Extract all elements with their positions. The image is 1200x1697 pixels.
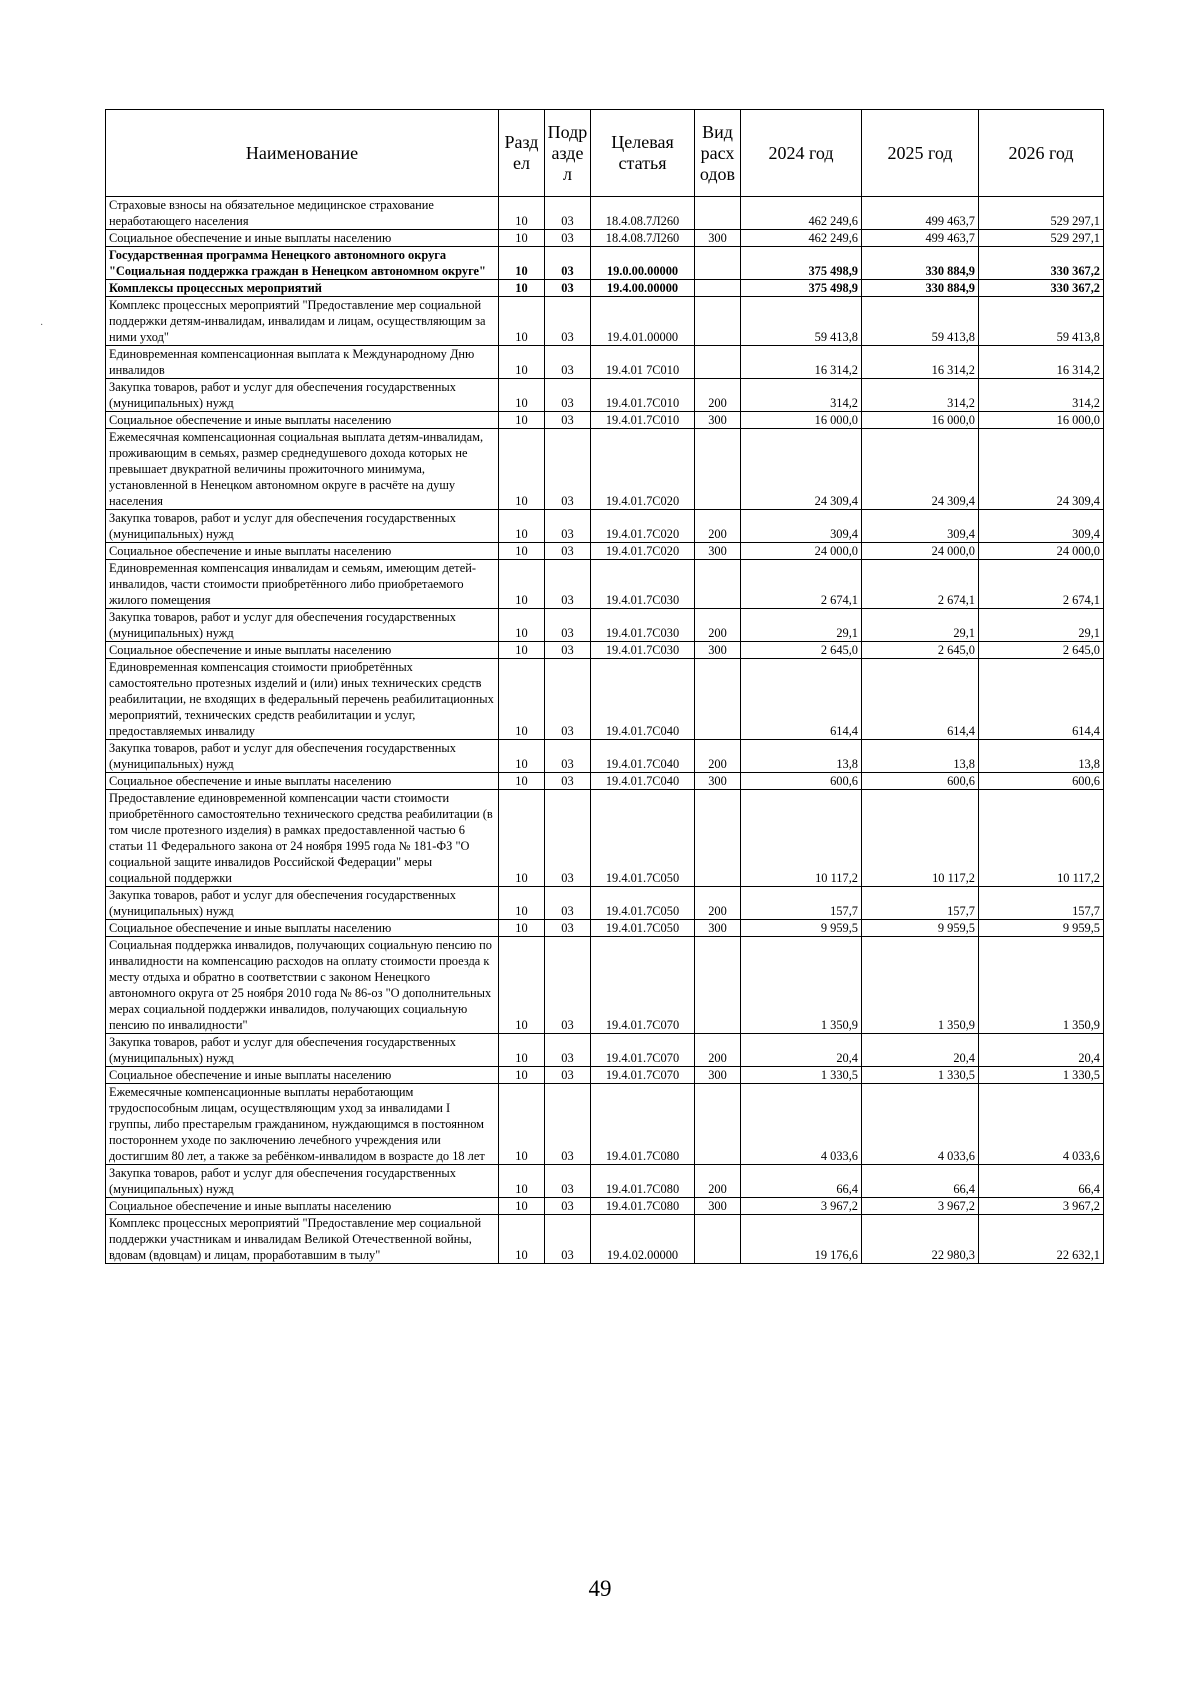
cell-2025: 16 000,0 bbox=[862, 412, 979, 429]
cell-2026: 3 967,2 bbox=[979, 1198, 1104, 1215]
cell-2025: 20,4 bbox=[862, 1034, 979, 1067]
table-row bbox=[106, 659, 1104, 740]
cell-2026: 330 367,2 bbox=[979, 247, 1104, 280]
page-number: 49 bbox=[588, 1576, 612, 1601]
table-row bbox=[106, 887, 1104, 920]
cell-2024: 3 967,2 bbox=[741, 1198, 862, 1215]
cell-subsection: 03 bbox=[545, 247, 591, 280]
cell-name: Социальное обеспечение и иные выплаты населению bbox=[106, 230, 499, 247]
cell-target-article: 19.4.01.7С040 bbox=[591, 659, 695, 740]
budget-table bbox=[105, 109, 1104, 1264]
cell-target-article: 19.4.01.7С030 bbox=[591, 642, 695, 659]
cell-name: Закупка товаров, работ и услуг для обеспечения государственных (муниципальных) нужд bbox=[106, 1165, 499, 1198]
cell-name: Единовременная компенсация инвалидам и семьям, имеющим детей-инвалидов, части стоимости приобретённого либо приобретаемого жилого помещения bbox=[106, 560, 499, 609]
cell-subsection: 03 bbox=[545, 1034, 591, 1067]
cell-expense-type: 300 bbox=[695, 230, 741, 247]
cell-2026: 600,6 bbox=[979, 773, 1104, 790]
cell-2025: 10 117,2 bbox=[862, 790, 979, 887]
cell-name: Единовременная компенсационная выплата к Международному Дню инвалидов bbox=[106, 346, 499, 379]
cell-expense-type: 300 bbox=[695, 920, 741, 937]
table-row bbox=[106, 1067, 1104, 1084]
table-row bbox=[106, 230, 1104, 247]
cell-section: 10 bbox=[499, 887, 545, 920]
cell-name: Закупка товаров, работ и услуг для обеспечения государственных (муниципальных) нужд bbox=[106, 887, 499, 920]
cell-2024: 375 498,9 bbox=[741, 247, 862, 280]
cell-name: Социальное обеспечение и иные выплаты населению bbox=[106, 1067, 499, 1084]
cell-expense-type: 300 bbox=[695, 642, 741, 659]
cell-section: 10 bbox=[499, 197, 545, 230]
header-name: Наименование bbox=[106, 110, 499, 197]
cell-2024: 29,1 bbox=[741, 609, 862, 642]
cell-2025: 600,6 bbox=[862, 773, 979, 790]
cell-target-article: 19.4.01.7С050 bbox=[591, 887, 695, 920]
cell-2026: 59 413,8 bbox=[979, 297, 1104, 346]
cell-name: Социальная поддержка инвалидов, получающих социальную пенсию по инвалидности на компенсацию расходов на оплату стоимости проезда к месту отдыха и обратно в соответствии с законом Ненецкого автономного округа от 25 ноября 2010 года № 86-оз "О дополнительных мерах социальной поддержки инвалидов, получающих социальную пенсию по инвалидности" bbox=[106, 937, 499, 1034]
cell-name: Социальное обеспечение и иные выплаты населению bbox=[106, 773, 499, 790]
header-2025: 2025 год bbox=[862, 110, 979, 197]
cell-name: Социальное обеспечение и иные выплаты населению bbox=[106, 543, 499, 560]
cell-target-article: 19.4.01.7С040 bbox=[591, 740, 695, 773]
table-row bbox=[106, 1084, 1104, 1165]
cell-target-article: 19.4.01.7С050 bbox=[591, 790, 695, 887]
cell-section: 10 bbox=[499, 937, 545, 1034]
cell-target-article: 19.4.00.00000 bbox=[591, 280, 695, 297]
cell-target-article: 19.4.01.7С080 bbox=[591, 1198, 695, 1215]
cell-expense-type: 300 bbox=[695, 543, 741, 560]
cell-target-article: 19.4.01.7С030 bbox=[591, 609, 695, 642]
cell-section: 10 bbox=[499, 230, 545, 247]
cell-name: Комплекс процессных мероприятий "Предоставление мер социальной поддержки участникам и инвалидам Великой Отечественной войны, вдовам (вдовцам) и лицам, проработавшим в тылу" bbox=[106, 1215, 499, 1264]
cell-2025: 2 674,1 bbox=[862, 560, 979, 609]
cell-subsection: 03 bbox=[545, 659, 591, 740]
cell-section: 10 bbox=[499, 740, 545, 773]
cell-name: Ежемесячная компенсационная социальная выплата детям-инвалидам, проживающим в семьях, размер среднедушевого дохода которых не превышает двукратной величины прожиточного минимума, установленной в Ненецком автономном округе в расчёте на душу населения bbox=[106, 429, 499, 510]
cell-2025: 22 980,3 bbox=[862, 1215, 979, 1264]
cell-name: Закупка товаров, работ и услуг для обеспечения государственных (муниципальных) нужд bbox=[106, 609, 499, 642]
cell-2025: 499 463,7 bbox=[862, 230, 979, 247]
cell-2024: 19 176,6 bbox=[741, 1215, 862, 1264]
cell-section: 10 bbox=[499, 790, 545, 887]
cell-subsection: 03 bbox=[545, 297, 591, 346]
cell-2024: 2 674,1 bbox=[741, 560, 862, 609]
cell-2026: 529 297,1 bbox=[979, 197, 1104, 230]
cell-subsection: 03 bbox=[545, 937, 591, 1034]
cell-subsection: 03 bbox=[545, 346, 591, 379]
table-row bbox=[106, 920, 1104, 937]
header-target-article: Целевая статья bbox=[591, 110, 695, 197]
cell-expense-type bbox=[695, 1084, 741, 1165]
cell-target-article: 19.4.01.00000 bbox=[591, 297, 695, 346]
cell-subsection: 03 bbox=[545, 560, 591, 609]
cell-2024: 600,6 bbox=[741, 773, 862, 790]
cell-2024: 10 117,2 bbox=[741, 790, 862, 887]
cell-name: Комплексы процессных мероприятий bbox=[106, 280, 499, 297]
cell-2026: 10 117,2 bbox=[979, 790, 1104, 887]
cell-section: 10 bbox=[499, 543, 545, 560]
cell-name: Государственная программа Ненецкого автономного округа "Социальная поддержка граждан в Ненецком автономном округе" bbox=[106, 247, 499, 280]
cell-section: 10 bbox=[499, 297, 545, 346]
cell-2024: 2 645,0 bbox=[741, 642, 862, 659]
cell-name: Социальное обеспечение и иные выплаты населению bbox=[106, 412, 499, 429]
cell-section: 10 bbox=[499, 1084, 545, 1165]
cell-target-article: 19.4.01.7С070 bbox=[591, 1067, 695, 1084]
cell-target-article: 19.4.01.7С030 bbox=[591, 560, 695, 609]
cell-2026: 330 367,2 bbox=[979, 280, 1104, 297]
cell-expense-type: 200 bbox=[695, 1034, 741, 1067]
cell-2025: 157,7 bbox=[862, 887, 979, 920]
cell-2025: 309,4 bbox=[862, 510, 979, 543]
cell-section: 10 bbox=[499, 510, 545, 543]
cell-2024: 1 350,9 bbox=[741, 937, 862, 1034]
table-row bbox=[106, 790, 1104, 887]
cell-name: Комплекс процессных мероприятий "Предоставление мер социальной поддержки детям-инвалидам, инвалидам и лицам, осуществляющим за ними уход" bbox=[106, 297, 499, 346]
table-row bbox=[106, 346, 1104, 379]
cell-target-article: 19.4.01.7С080 bbox=[591, 1165, 695, 1198]
table-body bbox=[106, 197, 1104, 1264]
cell-expense-type bbox=[695, 560, 741, 609]
cell-name: Закупка товаров, работ и услуг для обеспечения государственных (муниципальных) нужд bbox=[106, 1034, 499, 1067]
cell-2024: 9 959,5 bbox=[741, 920, 862, 937]
cell-subsection: 03 bbox=[545, 1215, 591, 1264]
header-subsection: Подр азде л bbox=[545, 110, 591, 197]
cell-2025: 499 463,7 bbox=[862, 197, 979, 230]
cell-2026: 66,4 bbox=[979, 1165, 1104, 1198]
cell-target-article: 19.4.01.7С020 bbox=[591, 510, 695, 543]
cell-2024: 66,4 bbox=[741, 1165, 862, 1198]
cell-2026: 24 309,4 bbox=[979, 429, 1104, 510]
cell-expense-type bbox=[695, 297, 741, 346]
cell-2025: 1 330,5 bbox=[862, 1067, 979, 1084]
cell-expense-type bbox=[695, 790, 741, 887]
header-expense-type: Вид расх одов bbox=[695, 110, 741, 197]
cell-section: 10 bbox=[499, 1165, 545, 1198]
cell-section: 10 bbox=[499, 412, 545, 429]
table-header-row bbox=[106, 110, 1104, 197]
cell-expense-type: 300 bbox=[695, 773, 741, 790]
cell-target-article: 19.4.02.00000 bbox=[591, 1215, 695, 1264]
cell-name: Социальное обеспечение и иные выплаты населению bbox=[106, 642, 499, 659]
cell-expense-type: 300 bbox=[695, 1198, 741, 1215]
cell-expense-type bbox=[695, 429, 741, 510]
cell-subsection: 03 bbox=[545, 790, 591, 887]
cell-2025: 330 884,9 bbox=[862, 280, 979, 297]
cell-subsection: 03 bbox=[545, 642, 591, 659]
cell-2024: 13,8 bbox=[741, 740, 862, 773]
cell-target-article: 19.4.01 7С010 bbox=[591, 346, 695, 379]
cell-2025: 614,4 bbox=[862, 659, 979, 740]
cell-2026: 309,4 bbox=[979, 510, 1104, 543]
cell-target-article: 18.4.08.7Л260 bbox=[591, 230, 695, 247]
cell-expense-type bbox=[695, 1215, 741, 1264]
cell-expense-type: 200 bbox=[695, 1165, 741, 1198]
cell-expense-type: 200 bbox=[695, 887, 741, 920]
cell-name: Социальное обеспечение и иные выплаты населению bbox=[106, 920, 499, 937]
table-row bbox=[106, 543, 1104, 560]
cell-2026: 20,4 bbox=[979, 1034, 1104, 1067]
cell-2024: 462 249,6 bbox=[741, 230, 862, 247]
cell-2026: 9 959,5 bbox=[979, 920, 1104, 937]
table-row bbox=[106, 560, 1104, 609]
cell-target-article: 19.4.01.7С020 bbox=[591, 543, 695, 560]
table-row bbox=[106, 937, 1104, 1034]
table-row bbox=[106, 412, 1104, 429]
cell-subsection: 03 bbox=[545, 920, 591, 937]
cell-2025: 4 033,6 bbox=[862, 1084, 979, 1165]
table-row bbox=[106, 429, 1104, 510]
table-row bbox=[106, 609, 1104, 642]
table-row bbox=[106, 197, 1104, 230]
cell-2026: 157,7 bbox=[979, 887, 1104, 920]
cell-subsection: 03 bbox=[545, 740, 591, 773]
cell-expense-type: 200 bbox=[695, 510, 741, 543]
cell-target-article: 19.4.01.7С070 bbox=[591, 937, 695, 1034]
cell-2025: 9 959,5 bbox=[862, 920, 979, 937]
cell-subsection: 03 bbox=[545, 543, 591, 560]
table-row bbox=[106, 1034, 1104, 1067]
cell-2024: 16 314,2 bbox=[741, 346, 862, 379]
cell-section: 10 bbox=[499, 1067, 545, 1084]
cell-2024: 462 249,6 bbox=[741, 197, 862, 230]
cell-target-article: 18.4.08.7Л260 bbox=[591, 197, 695, 230]
table-row bbox=[106, 1198, 1104, 1215]
cell-2025: 3 967,2 bbox=[862, 1198, 979, 1215]
cell-2024: 309,4 bbox=[741, 510, 862, 543]
cell-name: Предоставление единовременной компенсации части стоимости приобретённого самостоятельно технического средства реабилитации (в том числе протезного изделия) в рамках предоставленной частью 6 статьи 11 Федерального закона от 24 ноября 1995 года № 181-ФЗ "О социальной защите инвалидов Российской Федерации" меры социальной поддержки bbox=[106, 790, 499, 887]
cell-name: Закупка товаров, работ и услуг для обеспечения государственных (муниципальных) нужд bbox=[106, 379, 499, 412]
cell-name: Закупка товаров, работ и услуг для обеспечения государственных (муниципальных) нужд bbox=[106, 740, 499, 773]
cell-subsection: 03 bbox=[545, 609, 591, 642]
cell-name: Социальное обеспечение и иные выплаты населению bbox=[106, 1198, 499, 1215]
table-row bbox=[106, 280, 1104, 297]
cell-name: Страховые взносы на обязательное медицинское страхование неработающего населения bbox=[106, 197, 499, 230]
cell-target-article: 19.0.00.00000 bbox=[591, 247, 695, 280]
table-row bbox=[106, 510, 1104, 543]
cell-section: 10 bbox=[499, 280, 545, 297]
header-2026: 2026 год bbox=[979, 110, 1104, 197]
cell-2024: 1 330,5 bbox=[741, 1067, 862, 1084]
header-2024: 2024 год bbox=[741, 110, 862, 197]
cell-2026: 24 000,0 bbox=[979, 543, 1104, 560]
cell-2024: 16 000,0 bbox=[741, 412, 862, 429]
cell-expense-type bbox=[695, 346, 741, 379]
cell-target-article: 19.4.01.7С010 bbox=[591, 379, 695, 412]
cell-target-article: 19.4.01.7С070 bbox=[591, 1034, 695, 1067]
cell-section: 10 bbox=[499, 379, 545, 412]
table-row bbox=[106, 247, 1104, 280]
cell-expense-type: 200 bbox=[695, 609, 741, 642]
cell-name: Ежемесячные компенсационные выплаты неработающим трудоспособным лицам, осуществляющим уход за инвалидами I группы, либо престарелым гражданином, нуждающимся в постоянном постороннем уходе по заключению лечебного учреждения или достигшим 80 лет, а также за ребёнком-инвалидом в возрасте до 18 лет bbox=[106, 1084, 499, 1165]
cell-name: Закупка товаров, работ и услуг для обеспечения государственных (муниципальных) нужд bbox=[106, 510, 499, 543]
cell-2024: 20,4 bbox=[741, 1034, 862, 1067]
cell-subsection: 03 bbox=[545, 230, 591, 247]
cell-section: 10 bbox=[499, 773, 545, 790]
cell-2026: 22 632,1 bbox=[979, 1215, 1104, 1264]
cell-subsection: 03 bbox=[545, 1198, 591, 1215]
cell-section: 10 bbox=[499, 1034, 545, 1067]
cell-2025: 29,1 bbox=[862, 609, 979, 642]
cell-2026: 13,8 bbox=[979, 740, 1104, 773]
cell-expense-type: 300 bbox=[695, 412, 741, 429]
cell-2026: 2 645,0 bbox=[979, 642, 1104, 659]
cell-target-article: 19.4.01.7С020 bbox=[591, 429, 695, 510]
cell-name: Единовременная компенсация стоимости приобретённых самостоятельно протезных изделий и (или) иных технических средств реабилитации, не входящих в федеральный перечень реабилитационных мероприятий, технических средств реабилитации и услуг, предоставляемых инвалиду bbox=[106, 659, 499, 740]
cell-expense-type: 200 bbox=[695, 740, 741, 773]
cell-2024: 24 309,4 bbox=[741, 429, 862, 510]
cell-2026: 529 297,1 bbox=[979, 230, 1104, 247]
cell-section: 10 bbox=[499, 429, 545, 510]
cell-section: 10 bbox=[499, 1198, 545, 1215]
cell-section: 10 bbox=[499, 247, 545, 280]
cell-2025: 314,2 bbox=[862, 379, 979, 412]
cell-expense-type bbox=[695, 659, 741, 740]
cell-section: 10 bbox=[499, 659, 545, 740]
cell-section: 10 bbox=[499, 609, 545, 642]
cell-2026: 314,2 bbox=[979, 379, 1104, 412]
header-section: Разд ел bbox=[499, 110, 545, 197]
cell-2024: 24 000,0 bbox=[741, 543, 862, 560]
cell-2025: 24 309,4 bbox=[862, 429, 979, 510]
cell-2026: 614,4 bbox=[979, 659, 1104, 740]
cell-section: 10 bbox=[499, 346, 545, 379]
table-row bbox=[106, 1215, 1104, 1264]
cell-expense-type: 300 bbox=[695, 1067, 741, 1084]
cell-subsection: 03 bbox=[545, 280, 591, 297]
cell-section: 10 bbox=[499, 1215, 545, 1264]
table-row bbox=[106, 642, 1104, 659]
table-row bbox=[106, 740, 1104, 773]
margin-mark: · bbox=[40, 320, 44, 331]
cell-2025: 66,4 bbox=[862, 1165, 979, 1198]
cell-target-article: 19.4.01.7С050 bbox=[591, 920, 695, 937]
cell-section: 10 bbox=[499, 920, 545, 937]
cell-2024: 59 413,8 bbox=[741, 297, 862, 346]
cell-subsection: 03 bbox=[545, 887, 591, 920]
cell-subsection: 03 bbox=[545, 429, 591, 510]
cell-2024: 614,4 bbox=[741, 659, 862, 740]
cell-target-article: 19.4.01.7С040 bbox=[591, 773, 695, 790]
cell-2025: 2 645,0 bbox=[862, 642, 979, 659]
cell-2025: 59 413,8 bbox=[862, 297, 979, 346]
cell-2025: 1 350,9 bbox=[862, 937, 979, 1034]
cell-section: 10 bbox=[499, 642, 545, 659]
cell-target-article: 19.4.01.7С010 bbox=[591, 412, 695, 429]
cell-target-article: 19.4.01.7С080 bbox=[591, 1084, 695, 1165]
cell-subsection: 03 bbox=[545, 510, 591, 543]
cell-2026: 16 314,2 bbox=[979, 346, 1104, 379]
cell-expense-type bbox=[695, 247, 741, 280]
cell-expense-type: 200 bbox=[695, 379, 741, 412]
cell-2024: 314,2 bbox=[741, 379, 862, 412]
table-row bbox=[106, 773, 1104, 790]
cell-section: 10 bbox=[499, 560, 545, 609]
table-row bbox=[106, 297, 1104, 346]
cell-subsection: 03 bbox=[545, 1165, 591, 1198]
cell-2025: 24 000,0 bbox=[862, 543, 979, 560]
cell-2026: 29,1 bbox=[979, 609, 1104, 642]
cell-2025: 16 314,2 bbox=[862, 346, 979, 379]
cell-2026: 2 674,1 bbox=[979, 560, 1104, 609]
cell-subsection: 03 bbox=[545, 773, 591, 790]
cell-2025: 13,8 bbox=[862, 740, 979, 773]
cell-subsection: 03 bbox=[545, 1084, 591, 1165]
cell-2024: 4 033,6 bbox=[741, 1084, 862, 1165]
cell-2026: 1 350,9 bbox=[979, 937, 1104, 1034]
cell-2026: 1 330,5 bbox=[979, 1067, 1104, 1084]
cell-expense-type bbox=[695, 280, 741, 297]
cell-2024: 375 498,9 bbox=[741, 280, 862, 297]
cell-2026: 16 000,0 bbox=[979, 412, 1104, 429]
cell-subsection: 03 bbox=[545, 379, 591, 412]
cell-2024: 157,7 bbox=[741, 887, 862, 920]
cell-2025: 330 884,9 bbox=[862, 247, 979, 280]
cell-subsection: 03 bbox=[545, 1067, 591, 1084]
cell-subsection: 03 bbox=[545, 412, 591, 429]
cell-expense-type bbox=[695, 937, 741, 1034]
cell-expense-type bbox=[695, 197, 741, 230]
table-row bbox=[106, 1165, 1104, 1198]
cell-subsection: 03 bbox=[545, 197, 591, 230]
table-row bbox=[106, 379, 1104, 412]
cell-2026: 4 033,6 bbox=[979, 1084, 1104, 1165]
